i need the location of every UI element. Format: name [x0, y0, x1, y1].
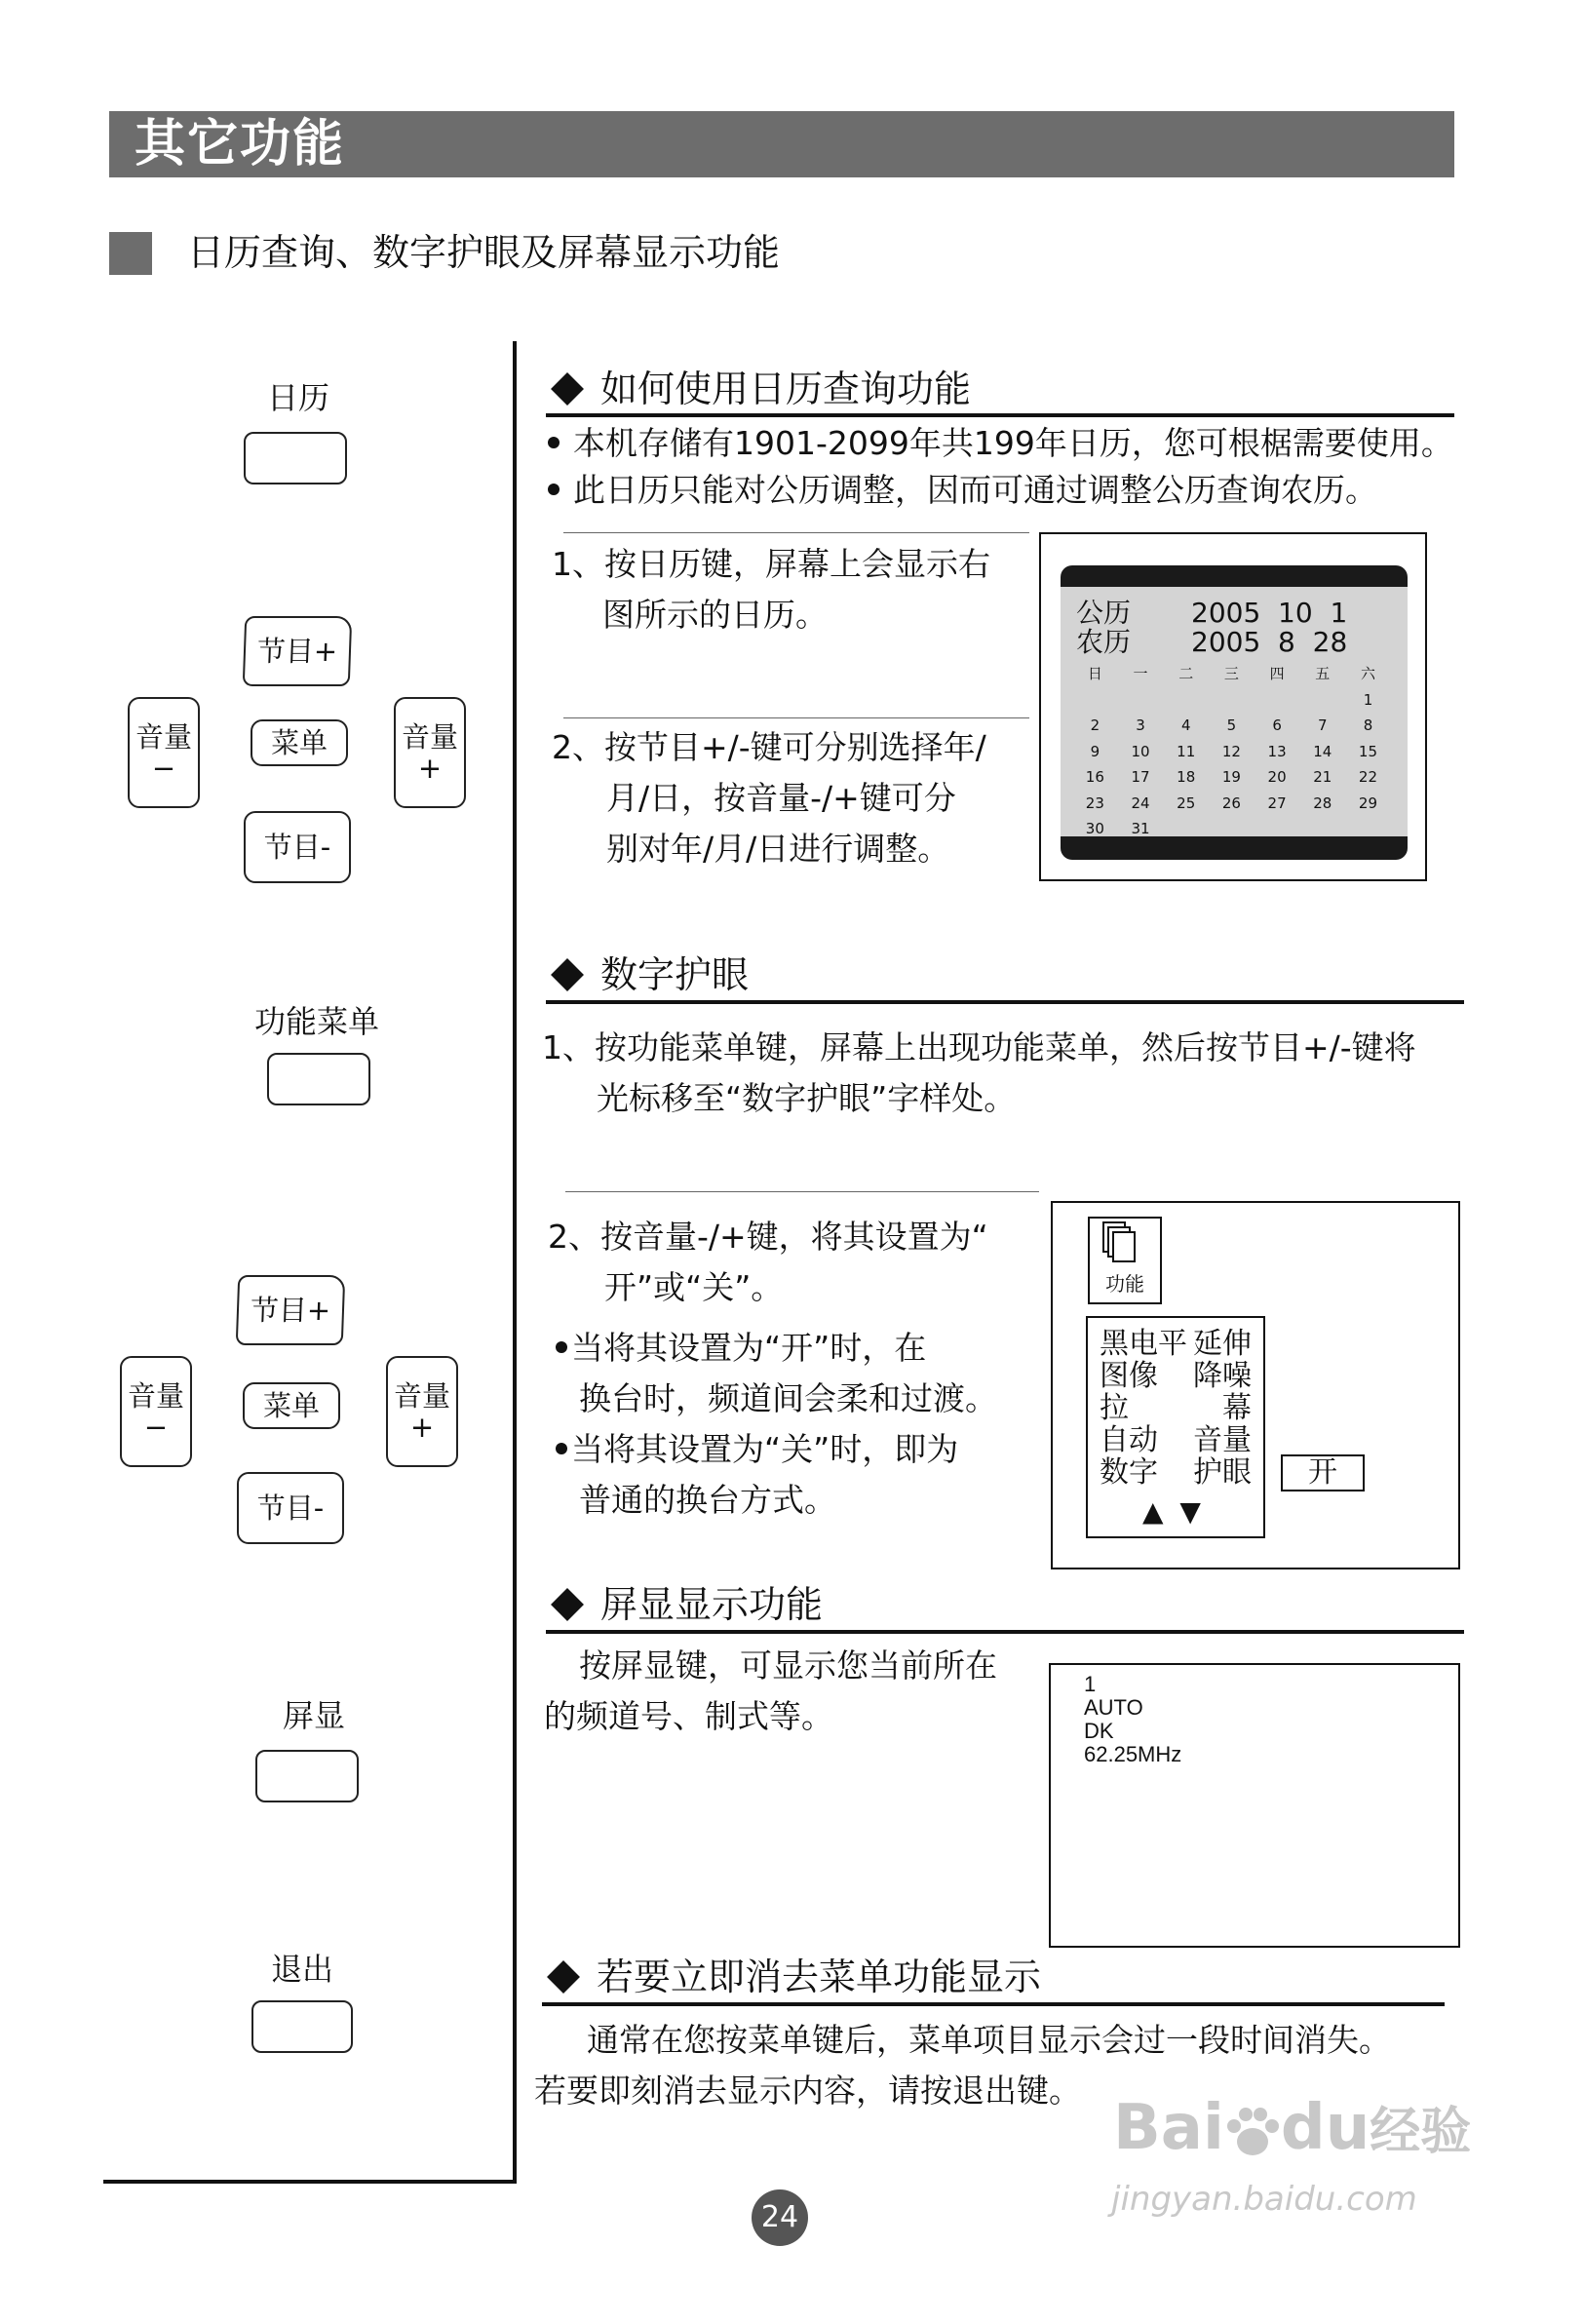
screen-top-bar: [1061, 565, 1408, 587]
minus-sign: −: [151, 752, 176, 785]
menu-item-auto-volume[interactable]: [1100, 1424, 1252, 1456]
calendar-day: 18: [1177, 768, 1196, 786]
weekday-header: 三: [1223, 665, 1239, 682]
calendar-day: 24: [1131, 794, 1150, 812]
eye-note1-line1: [556, 1324, 926, 1373]
osd-color-system: AUTO: [1084, 1695, 1143, 1720]
plus-sign: +: [409, 1411, 435, 1444]
channel-down-key[interactable]: 节目-: [244, 811, 351, 883]
menu-item-text: 黑电平: [1100, 1327, 1187, 1361]
calendar-day: 30: [1085, 820, 1104, 837]
menu-item-noise-reduction[interactable]: [1100, 1360, 1252, 1392]
bottom-divider: [103, 2180, 517, 2184]
bullet-text: 本机存储有1901-2099年共199年日历，您可根椐需要使用。: [573, 424, 1453, 462]
lunar-label: 农历: [1076, 626, 1132, 658]
volume-up-key[interactable]: [386, 1356, 458, 1467]
bullet-item: [542, 419, 1453, 468]
calendar-day: [1209, 687, 1255, 714]
menu-key[interactable]: 菜单: [243, 1382, 340, 1429]
bullet-dot-icon: [548, 484, 560, 495]
bullet-item: [542, 466, 1377, 515]
calendar-day: [1255, 816, 1300, 842]
calendar-day: 26: [1221, 794, 1241, 812]
lunar-date: 2005 8 28: [1191, 626, 1348, 658]
watermark-brand2: du: [1280, 2092, 1371, 2164]
calendar-day: 19: [1221, 768, 1241, 786]
weekday-header: 五: [1315, 665, 1331, 682]
osd-text-line1: 按屏显键，可显示您当前所在: [579, 1646, 997, 1685]
bullet-dot-icon: [556, 1341, 567, 1353]
display-key-label: 屏显: [282, 1697, 345, 1734]
eye-care-value[interactable]: 开: [1281, 1454, 1365, 1491]
plus-sign: +: [417, 752, 443, 785]
volume-down-label: 音量: [135, 720, 192, 754]
osd-heading: [546, 1581, 823, 1628]
solar-date: 2005 10 1: [1191, 597, 1348, 629]
osd-channel-number: 1: [1084, 1672, 1097, 1696]
calendar-day: 13: [1267, 742, 1287, 760]
watermark-brand: Bai: [1113, 2092, 1224, 2164]
menu-item-text: 拉: [1100, 1391, 1129, 1425]
calendar-key[interactable]: [244, 432, 347, 484]
calendar-day: [1299, 687, 1345, 714]
eye-note2-line2: 普通的换台方式。: [579, 1481, 836, 1519]
menu-item-text: 幕: [1222, 1391, 1252, 1425]
menu-item-black-level[interactable]: [1100, 1328, 1252, 1360]
calendar-day: 6: [1272, 717, 1282, 734]
calendar-day: 2: [1090, 717, 1100, 734]
watermark-url: jingyan.baidu.com: [1111, 2180, 1417, 2219]
volume-up-key[interactable]: [394, 697, 466, 808]
diamond-bullet-icon: [547, 1960, 580, 1994]
solar-label: 公历: [1076, 597, 1132, 629]
menu-items: [1100, 1328, 1252, 1489]
calendar-day: 15: [1358, 742, 1378, 760]
display-key[interactable]: [255, 1750, 359, 1802]
heading-underline: [542, 2002, 1445, 2006]
eye-care-heading-text: 数字护眼: [600, 953, 750, 996]
volume-up-label: 音量: [393, 1379, 450, 1413]
menu-item-text: 数字: [1100, 1455, 1158, 1490]
channel-up-key[interactable]: 节目+: [236, 1275, 346, 1345]
exit-key[interactable]: [251, 2000, 353, 2053]
calendar-day: 11: [1177, 742, 1196, 760]
calendar-day: 22: [1358, 768, 1378, 786]
exit-text-line2: 若要即刻消去显示内容，请按退出键。: [534, 2072, 1081, 2110]
function-icon-caption: 功能: [1105, 1272, 1144, 1296]
calendar-day: 16: [1085, 768, 1104, 786]
menu-item-text: 自动: [1100, 1423, 1158, 1457]
menu-item-text: 图像: [1100, 1359, 1158, 1393]
calendar-day: 3: [1136, 717, 1145, 734]
note-text: 当将其设置为“关”时，即为: [571, 1430, 959, 1468]
calendar-day: [1209, 816, 1255, 842]
calendar-step1-line2: 图所示的日历。: [602, 596, 828, 634]
page-number: 24: [752, 2189, 808, 2246]
bullet-dot-icon: [548, 437, 560, 448]
note-text: 当将其设置为“开”时，在: [571, 1329, 927, 1367]
calendar-day: 29: [1358, 794, 1378, 812]
calendar-heading-text: 如何使用日历查询功能: [600, 368, 972, 410]
volume-down-label: 音量: [127, 1379, 184, 1413]
calendar-step1-line1: 1、按日历键，屏幕上会显示右: [552, 545, 990, 583]
exit-text-line1: 通常在您按菜单键后，菜单项目显示会过一段时间消失。: [587, 2021, 1391, 2059]
volume-up-label: 音量: [401, 720, 458, 754]
page-title: 其它功能: [135, 115, 346, 174]
bullet-text: 此日历只能对公历调整，因而可通过调整公历查询农历。: [573, 471, 1377, 509]
calendar-day: 8: [1363, 717, 1373, 734]
thin-divider: [565, 1191, 1039, 1192]
calendar-day: 28: [1313, 794, 1332, 812]
eye-step2-line1: 2、按音量-/+键，将其设置为“: [548, 1218, 988, 1256]
calendar-step2-line2: 月/日，按音量-/+键可分: [606, 779, 956, 817]
vertical-divider: [513, 341, 517, 2184]
heading-underline: [546, 1000, 1464, 1004]
calendar-day: 20: [1267, 768, 1287, 786]
pages-icon: [1090, 1219, 1160, 1277]
baidu-watermark-logo: [1113, 2094, 1471, 2166]
weekday-header: 日: [1087, 665, 1102, 682]
calendar-day: [1299, 816, 1345, 842]
up-down-arrows-icon: ▲ ▼: [1142, 1495, 1205, 1528]
weekday-header: 四: [1269, 665, 1285, 682]
function-menu-key-label: 功能菜单: [253, 1003, 379, 1040]
volume-down-key[interactable]: [120, 1356, 192, 1467]
weekday-header: 六: [1360, 665, 1375, 682]
minus-sign: −: [143, 1411, 169, 1444]
section-title: 日历查询、数字护眼及屏幕显示功能: [187, 231, 781, 274]
exit-heading-text: 若要立即消去菜单功能显示: [597, 1956, 1042, 1998]
menu-key[interactable]: 菜单: [251, 719, 348, 766]
calendar-day: 17: [1131, 768, 1150, 786]
calendar-day: 5: [1226, 717, 1237, 734]
eye-care-heading: [546, 951, 749, 998]
calendar-day: [1163, 687, 1209, 714]
weekday-header: 一: [1133, 665, 1148, 682]
volume-down-key[interactable]: [128, 697, 200, 808]
diamond-bullet-icon: [551, 1588, 584, 1621]
thin-divider: [563, 532, 1029, 533]
calendar-step2-line3: 别对年/月/日进行调整。: [606, 830, 950, 868]
channel-down-key[interactable]: 节目-: [237, 1472, 344, 1544]
diamond-bullet-icon: [551, 372, 584, 406]
heading-underline: [546, 1630, 1464, 1634]
eye-step1-line2: 光标移至“数字护眼”字样处。: [597, 1079, 1017, 1117]
calendar-day: 7: [1318, 717, 1328, 734]
osd-heading-text: 屏显显示功能: [600, 1583, 824, 1626]
section-marker: [109, 232, 152, 275]
menu-item-text: 延伸: [1193, 1327, 1252, 1361]
weekday-header: 二: [1178, 665, 1194, 682]
heading-underline: [546, 413, 1454, 417]
calendar-day: 10: [1131, 742, 1150, 760]
menu-item-text: 音量: [1193, 1423, 1252, 1457]
paw-icon: [1224, 2105, 1281, 2157]
calendar-day: 1: [1363, 690, 1373, 709]
menu-item-text: 降噪: [1193, 1359, 1252, 1393]
calendar-day: [1345, 816, 1391, 842]
calendar-day: 12: [1221, 742, 1241, 760]
eye-note1-line2: 换台时，频道间会柔和过渡。: [579, 1379, 997, 1417]
calendar-day: 31: [1131, 820, 1150, 837]
diamond-bullet-icon: [551, 958, 584, 991]
calendar-day: [1163, 816, 1209, 842]
eye-step1-line1: 1、按功能菜单键，屏幕上出现功能菜单，然后按节目+/-键将: [542, 1028, 1416, 1066]
watermark-brand-cn: 经验: [1370, 2103, 1472, 2161]
calendar-day: 21: [1313, 768, 1332, 786]
eye-step2-line2: 开”或“关”。: [604, 1268, 784, 1306]
calendar-day: 14: [1313, 742, 1332, 760]
channel-up-key[interactable]: 节目+: [243, 616, 353, 686]
calendar-step2-line1: 2、按节目+/-键可分别选择年/: [552, 728, 986, 766]
menu-item-text: 护眼: [1193, 1455, 1252, 1490]
calendar-day: [1072, 687, 1118, 714]
osd-frequency: 62.25MHz: [1084, 1742, 1182, 1766]
exit-heading: [542, 1954, 1041, 2000]
calendar-day: 9: [1090, 742, 1100, 760]
thin-divider: [563, 717, 1029, 718]
calendar-day: 25: [1177, 794, 1196, 812]
osd-text-line2: 的频道号、制式等。: [544, 1697, 833, 1735]
exit-key-label: 退出: [270, 1951, 333, 1988]
calendar-day: 23: [1085, 794, 1104, 812]
calendar-grid: [1072, 661, 1391, 842]
calendar-day: [1118, 687, 1164, 714]
calendar-day: 27: [1267, 794, 1287, 812]
calendar-day: 4: [1180, 717, 1191, 734]
calendar-day: [1255, 687, 1300, 714]
osd-sound-system: DK: [1084, 1719, 1114, 1743]
menu-item-curtain[interactable]: [1100, 1392, 1252, 1424]
calendar-heading: [546, 366, 971, 412]
menu-item-digital-eye-care[interactable]: [1100, 1456, 1252, 1489]
bullet-dot-icon: [556, 1443, 567, 1454]
function-icon-box: [1088, 1217, 1162, 1304]
calendar-key-label: 日历: [266, 379, 329, 416]
eye-note2-line1: [556, 1425, 958, 1474]
function-menu-key[interactable]: [267, 1053, 370, 1105]
